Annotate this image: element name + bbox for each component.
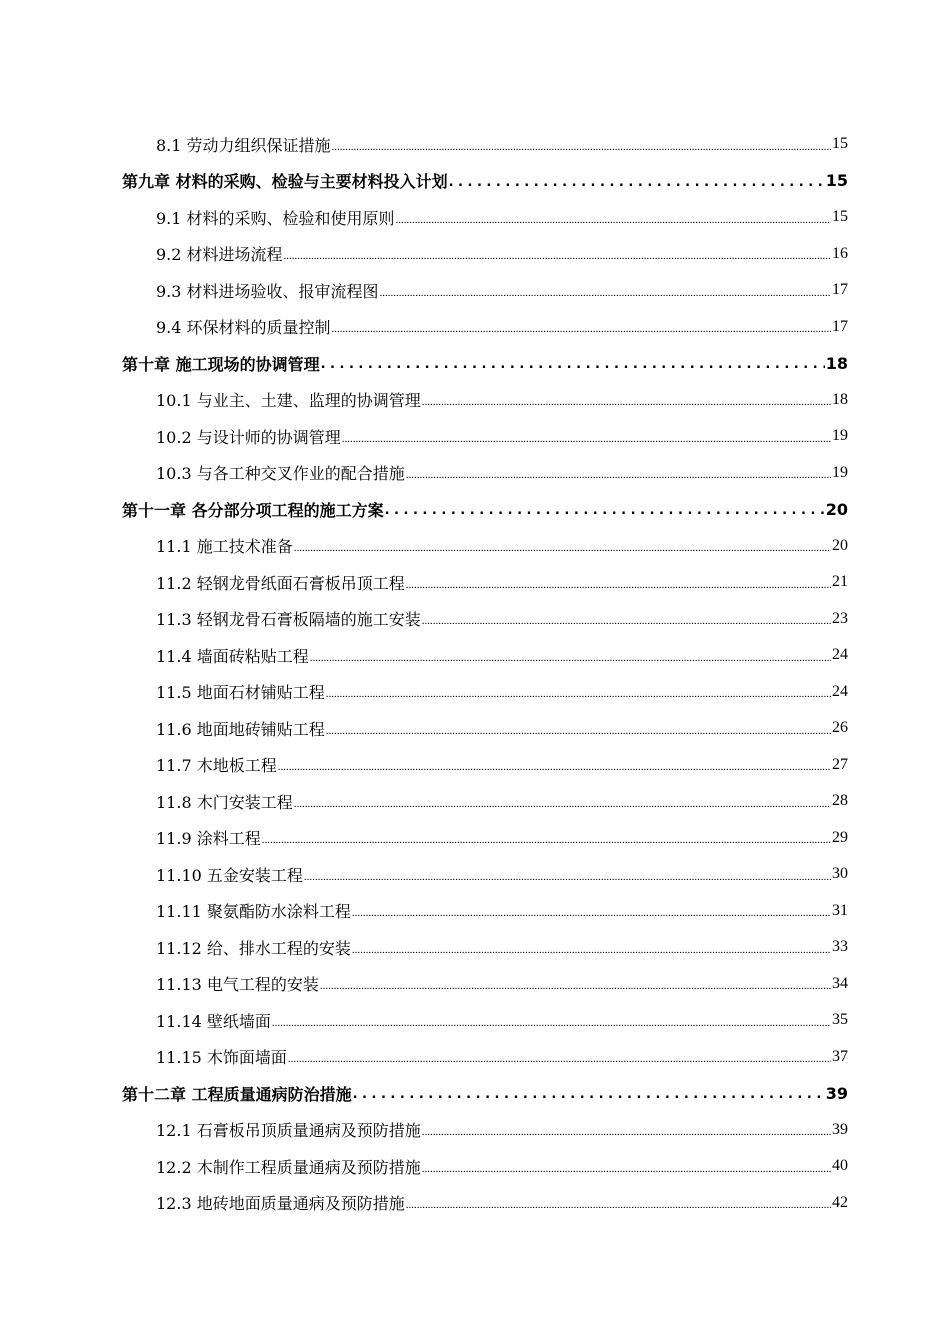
toc-page-number: 27 xyxy=(832,755,848,773)
toc-dot-leader xyxy=(294,536,831,555)
toc-dot-leader xyxy=(422,1157,831,1176)
toc-page-number: 24 xyxy=(832,646,848,664)
toc-section-entry[interactable] xyxy=(122,747,848,784)
toc-entry-title: 9.3 材料进场验收、报审流程图 xyxy=(156,281,379,301)
toc-page-number: 26 xyxy=(832,719,848,737)
toc-entry-title: 11.8 木门安装工程 xyxy=(156,792,293,812)
toc-dot-leader xyxy=(380,281,831,300)
toc-dot-leader xyxy=(406,1193,831,1212)
toc-page-number: 28 xyxy=(832,792,848,810)
toc-page-number: 37 xyxy=(832,1047,848,1065)
toc-dot-leader xyxy=(294,792,831,811)
toc-section-entry[interactable] xyxy=(122,418,848,455)
toc-page-number: 19 xyxy=(832,463,848,481)
toc-page-number: 23 xyxy=(832,609,848,627)
toc-section-entry[interactable] xyxy=(122,783,848,820)
toc-entry-title: 11.11 聚氨酯防水涂料工程 xyxy=(156,902,351,922)
toc-entry-title: 第十二章 工程质量通病防治措施 xyxy=(122,1084,352,1104)
toc-section-entry[interactable] xyxy=(122,1148,848,1185)
toc-section-entry[interactable] xyxy=(122,199,848,236)
toc-section-entry[interactable] xyxy=(122,1112,848,1149)
toc-page-number: 19 xyxy=(832,427,848,445)
toc-page-number: 18 xyxy=(832,390,848,408)
toc-page-number: 24 xyxy=(832,682,848,700)
toc-dot-leader xyxy=(353,1084,825,1103)
toc-entry-title: 12.1 石膏板吊顶质量通病及预防措施 xyxy=(156,1121,421,1141)
toc-entry-title: 9.4 环保材料的质量控制 xyxy=(156,318,331,338)
toc-dot-leader xyxy=(406,463,831,482)
toc-page-number: 39 xyxy=(825,1083,848,1103)
toc-dot-leader xyxy=(288,1047,831,1066)
toc-section-entry[interactable] xyxy=(122,820,848,857)
toc-section-entry[interactable] xyxy=(122,966,848,1003)
table-of-contents xyxy=(122,126,848,1221)
toc-dot-leader xyxy=(422,390,831,409)
toc-entry-title: 11.1 施工技术准备 xyxy=(156,537,293,557)
toc-section-entry[interactable] xyxy=(122,382,848,419)
toc-page-number: 34 xyxy=(832,974,848,992)
toc-entry-title: 11.6 地面地砖铺贴工程 xyxy=(156,719,325,739)
toc-dot-leader xyxy=(326,682,831,701)
toc-dot-leader xyxy=(304,865,831,884)
toc-dot-leader xyxy=(352,901,831,920)
toc-page-number: 33 xyxy=(832,938,848,956)
toc-page-number: 30 xyxy=(832,865,848,883)
toc-entry-title: 11.5 地面石材铺贴工程 xyxy=(156,683,325,703)
toc-section-entry[interactable] xyxy=(122,601,848,638)
toc-entry-title: 12.2 木制作工程质量通病及预防措施 xyxy=(156,1157,421,1177)
toc-entry-title: 第十一章 各分部分项工程的施工方案 xyxy=(122,500,384,520)
toc-dot-leader xyxy=(332,135,831,154)
toc-dot-leader xyxy=(272,1011,831,1030)
toc-section-entry[interactable] xyxy=(122,674,848,711)
toc-entry-title: 8.1 劳动力组织保证措施 xyxy=(156,135,331,155)
toc-entry-title: 11.7 木地板工程 xyxy=(156,756,277,776)
toc-entry-title: 9.1 材料的采购、检验和使用原则 xyxy=(156,208,395,228)
toc-chapter-entry[interactable] xyxy=(122,163,848,200)
toc-section-entry[interactable] xyxy=(122,126,848,163)
toc-page-number: 39 xyxy=(832,1120,848,1138)
toc-section-entry[interactable] xyxy=(122,856,848,893)
toc-page-number: 21 xyxy=(832,573,848,591)
toc-dot-leader xyxy=(310,646,831,665)
toc-dot-leader xyxy=(284,244,831,263)
toc-entry-title: 第十章 施工现场的协调管理 xyxy=(122,354,320,374)
toc-page-number: 17 xyxy=(832,317,848,335)
toc-dot-leader xyxy=(352,938,831,957)
toc-section-entry[interactable] xyxy=(122,455,848,492)
toc-section-entry[interactable] xyxy=(122,272,848,309)
toc-dot-leader xyxy=(422,1120,831,1139)
toc-page-number: 16 xyxy=(832,244,848,262)
toc-page-number: 15 xyxy=(832,208,848,226)
toc-page-number: 20 xyxy=(832,536,848,554)
toc-chapter-entry[interactable] xyxy=(122,491,848,528)
toc-chapter-entry[interactable] xyxy=(122,1075,848,1112)
toc-page-number: 40 xyxy=(832,1157,848,1175)
toc-dot-leader xyxy=(385,500,825,519)
toc-section-entry[interactable] xyxy=(122,710,848,747)
toc-dot-leader xyxy=(321,354,825,373)
toc-dot-leader xyxy=(342,427,831,446)
toc-entry-title: 10.1 与业主、土建、监理的协调管理 xyxy=(156,391,421,411)
toc-entry-title: 11.4 墙面砖粘贴工程 xyxy=(156,646,309,666)
toc-dot-leader xyxy=(320,974,831,993)
toc-section-entry[interactable] xyxy=(122,564,848,601)
toc-page-number: 35 xyxy=(832,1011,848,1029)
toc-entry-title: 10.3 与各工种交叉作业的配合措施 xyxy=(156,464,405,484)
toc-entry-title: 11.3 轻钢龙骨石膏板隔墙的施工安装 xyxy=(156,610,421,630)
toc-entry-title: 11.14 壁纸墙面 xyxy=(156,1011,271,1031)
toc-entry-title: 11.13 电气工程的安装 xyxy=(156,975,319,995)
toc-section-entry[interactable] xyxy=(122,1185,848,1222)
toc-chapter-entry[interactable] xyxy=(122,345,848,382)
toc-dot-leader xyxy=(396,208,831,227)
toc-page-number: 29 xyxy=(832,828,848,846)
toc-dot-leader xyxy=(332,317,831,336)
toc-page-number: 18 xyxy=(825,353,848,373)
toc-dot-leader xyxy=(326,719,831,738)
toc-section-entry[interactable] xyxy=(122,1039,848,1076)
toc-entry-title: 11.15 木饰面墙面 xyxy=(156,1048,287,1068)
toc-page-number: 31 xyxy=(832,901,848,919)
toc-entry-title: 10.2 与设计师的协调管理 xyxy=(156,427,341,447)
toc-section-entry[interactable] xyxy=(122,528,848,565)
toc-section-entry[interactable] xyxy=(122,1002,848,1039)
toc-dot-leader xyxy=(422,609,831,628)
toc-section-entry[interactable] xyxy=(122,309,848,346)
toc-entry-title: 9.2 材料进场流程 xyxy=(156,245,283,265)
toc-dot-leader xyxy=(262,828,831,847)
toc-entry-title: 11.9 涂料工程 xyxy=(156,829,261,849)
toc-section-entry[interactable] xyxy=(122,637,848,674)
toc-entry-title: 11.10 五金安装工程 xyxy=(156,865,303,885)
toc-dot-leader xyxy=(449,171,825,190)
toc-entry-title: 11.12 给、排水工程的安装 xyxy=(156,938,351,958)
toc-section-entry[interactable] xyxy=(122,893,848,930)
toc-page-number: 15 xyxy=(832,135,848,153)
toc-page-number: 17 xyxy=(832,281,848,299)
toc-dot-leader xyxy=(406,573,831,592)
toc-entry-title: 11.2 轻钢龙骨纸面石膏板吊顶工程 xyxy=(156,573,405,593)
toc-entry-title: 第九章 材料的采购、检验与主要材料投入计划 xyxy=(122,172,448,192)
toc-page-number: 42 xyxy=(832,1193,848,1211)
toc-page-number: 20 xyxy=(825,499,848,519)
toc-page-number: 15 xyxy=(825,171,848,191)
toc-section-entry[interactable] xyxy=(122,929,848,966)
toc-section-entry[interactable] xyxy=(122,236,848,273)
toc-entry-title: 12.3 地砖地面质量通病及预防措施 xyxy=(156,1194,405,1214)
toc-dot-leader xyxy=(278,755,831,774)
